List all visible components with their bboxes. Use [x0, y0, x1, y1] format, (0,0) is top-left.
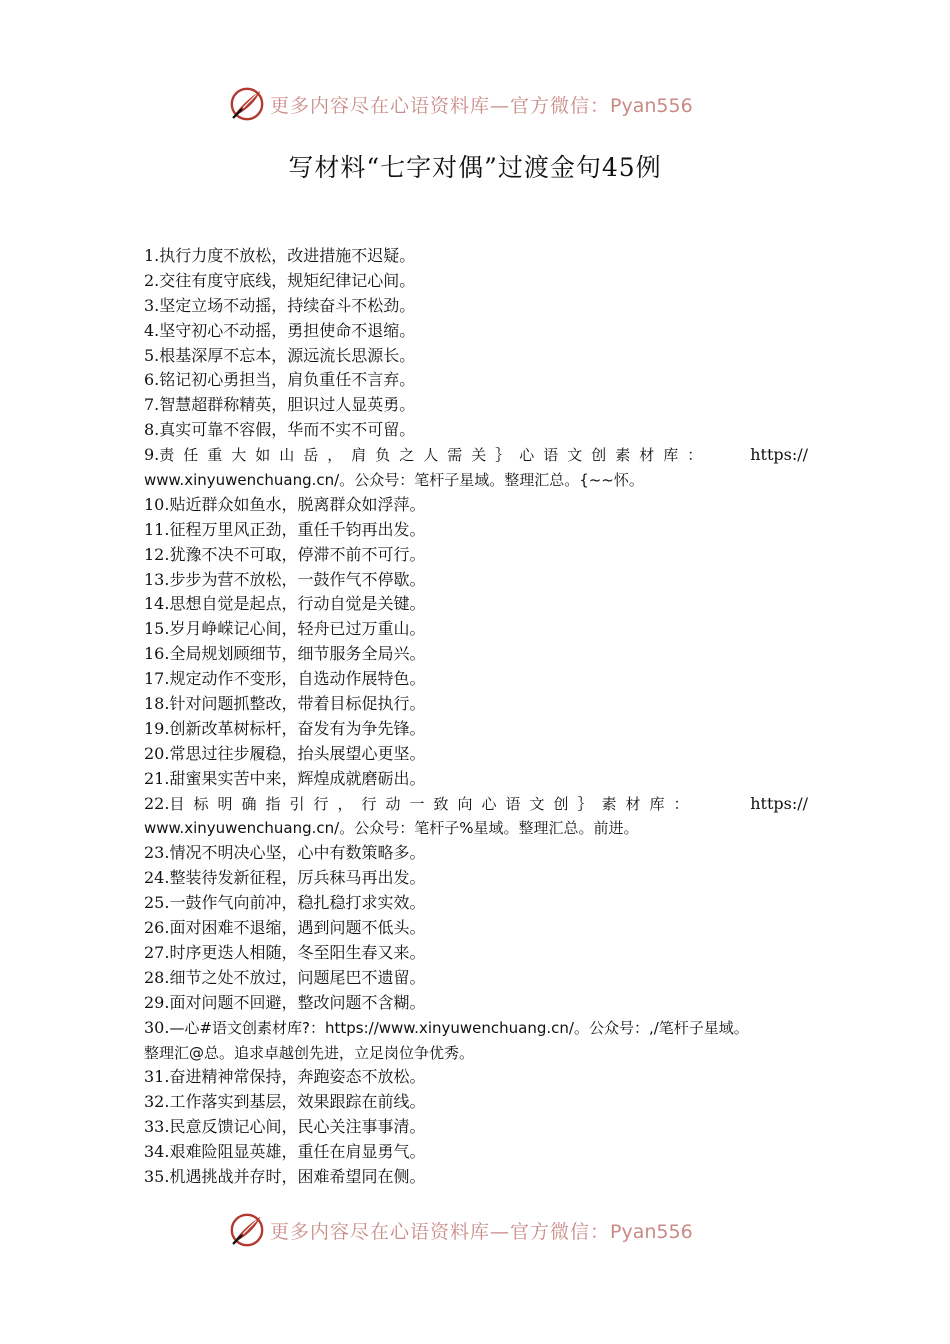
list-item: 20.常思过往步履稳，抬头展望心更坚。 [144, 743, 426, 763]
list-item-watermarked: 22.目标明确指引行，行动一致向心语文创｝素材库： https:// www.xinyuwenchuang.cn/。公众号：笔杆子%星域。整理汇总。前进。 [144, 793, 808, 838]
list-item: 31.奋进精神常保持，奔跑姿态不放松。 [144, 1067, 426, 1087]
list-item: 5.根基深厚不忘本，源远流长思源长。 [144, 345, 416, 365]
url-fragment: https:// [750, 793, 808, 813]
list-item-watermarked: 30.—心#语文创素材库?：https://www.xinyuwenchuang.cn/。公众号：,/笔杆子星域。 整理汇@总。追求卓越创先进，立足岗位争优秀。 [144, 1017, 749, 1062]
list-item: 35.机遇挑战并存时，困难希望同在侧。 [144, 1166, 426, 1186]
list-item: 23.情况不明决心坚，心中有数策略多。 [144, 843, 426, 863]
banner-text: 更多内容尽在心语资料库—官方微信：Pyan556 [270, 94, 693, 117]
list-item: 21.甜蜜果实苦中来，辉煌成就磨砺出。 [144, 768, 426, 788]
list-item: 18.针对问题抓整改，带着目标促执行。 [144, 694, 426, 714]
list-item: 11.征程万里风正劲，重任千钧再出发。 [144, 519, 426, 539]
footer-banner [0, 1208, 950, 1252]
header-banner [0, 82, 950, 126]
list-item: 1.执行力度不放松，改进措施不迟疑。 [144, 246, 416, 265]
list-item: 34.艰难险阻显英雄，重任在肩显勇气。 [144, 1142, 426, 1162]
list-item-watermarked: 9.责任重大如山岳，肩负之人需关｝心语文创素材库： https:// www.xinyuwenchuang.cn/。公众号：笔杆子星域。整理汇总。{~~怀。 [144, 445, 808, 490]
page-title: 写材料“七字对偶”过渡金句45例 [288, 153, 662, 182]
list-item: 4.坚守初心不动摇，勇担使命不退缩。 [144, 320, 416, 340]
list-item: 28.细节之处不放过，问题尾巴不遗留。 [144, 967, 426, 987]
wechat-id: Pyan556 [610, 94, 693, 117]
list-item: 13.步步为营不放松，一鼓作气不停歇。 [144, 569, 426, 589]
phrase-list [144, 244, 808, 1190]
list-item: 24.整装待发新征程，厉兵秣马再出发。 [144, 868, 426, 888]
list-item: 3.坚定立场不动摇，持续奋斗不松劲。 [144, 295, 416, 315]
wechat-id: Pyan556 [610, 1220, 693, 1243]
banner-text: 更多内容尽在心语资料库—官方微信：Pyan556 [270, 1220, 693, 1243]
list-item: 29.面对问题不回避，整改问题不含糊。 [144, 992, 426, 1012]
list-item: 27.时序更迭人相随，冬至阳生春又来。 [144, 942, 426, 962]
list-item: 14.思想自觉是起点，行动自觉是关键。 [144, 594, 426, 614]
list-item: 33.民意反馈记心间，民心关注事事清。 [144, 1117, 426, 1137]
list-item: 19.创新改革树标杆，奋发有为争先锋。 [144, 718, 426, 738]
list-item: 2.交往有度守底线，规矩纪律记心间。 [144, 270, 416, 290]
list-item: 17.规定动作不变形，自选动作展特色。 [144, 669, 426, 689]
list-item: 26.面对困难不退缩，遇到问题不低头。 [144, 918, 426, 938]
quill-logo-icon [228, 1211, 266, 1249]
list-item: 6.铭记初心勇担当，肩负重任不言弃。 [144, 370, 416, 390]
url-fragment: https:// [750, 445, 808, 465]
list-item: 16.全局规划顾细节，细节服务全局兴。 [144, 644, 426, 664]
list-item: 15.岁月峥嵘记心间，轻舟已过万重山。 [144, 619, 426, 639]
list-item: 7.智慧超群称精英，胆识过人显英勇。 [144, 395, 416, 415]
list-item: 8.真实可靠不容假，华而不实不可留。 [144, 420, 416, 440]
list-item: 12.犹豫不决不可取，停滞不前不可行。 [144, 544, 426, 564]
quill-logo-icon [228, 85, 266, 123]
list-item: 10.贴近群众如鱼水，脱离群众如浮萍。 [144, 494, 426, 514]
list-item: 25.一鼓作气向前冲，稳扎稳打求实效。 [144, 893, 426, 913]
list-item: 32.工作落实到基层，效果跟踪在前线。 [144, 1092, 426, 1112]
